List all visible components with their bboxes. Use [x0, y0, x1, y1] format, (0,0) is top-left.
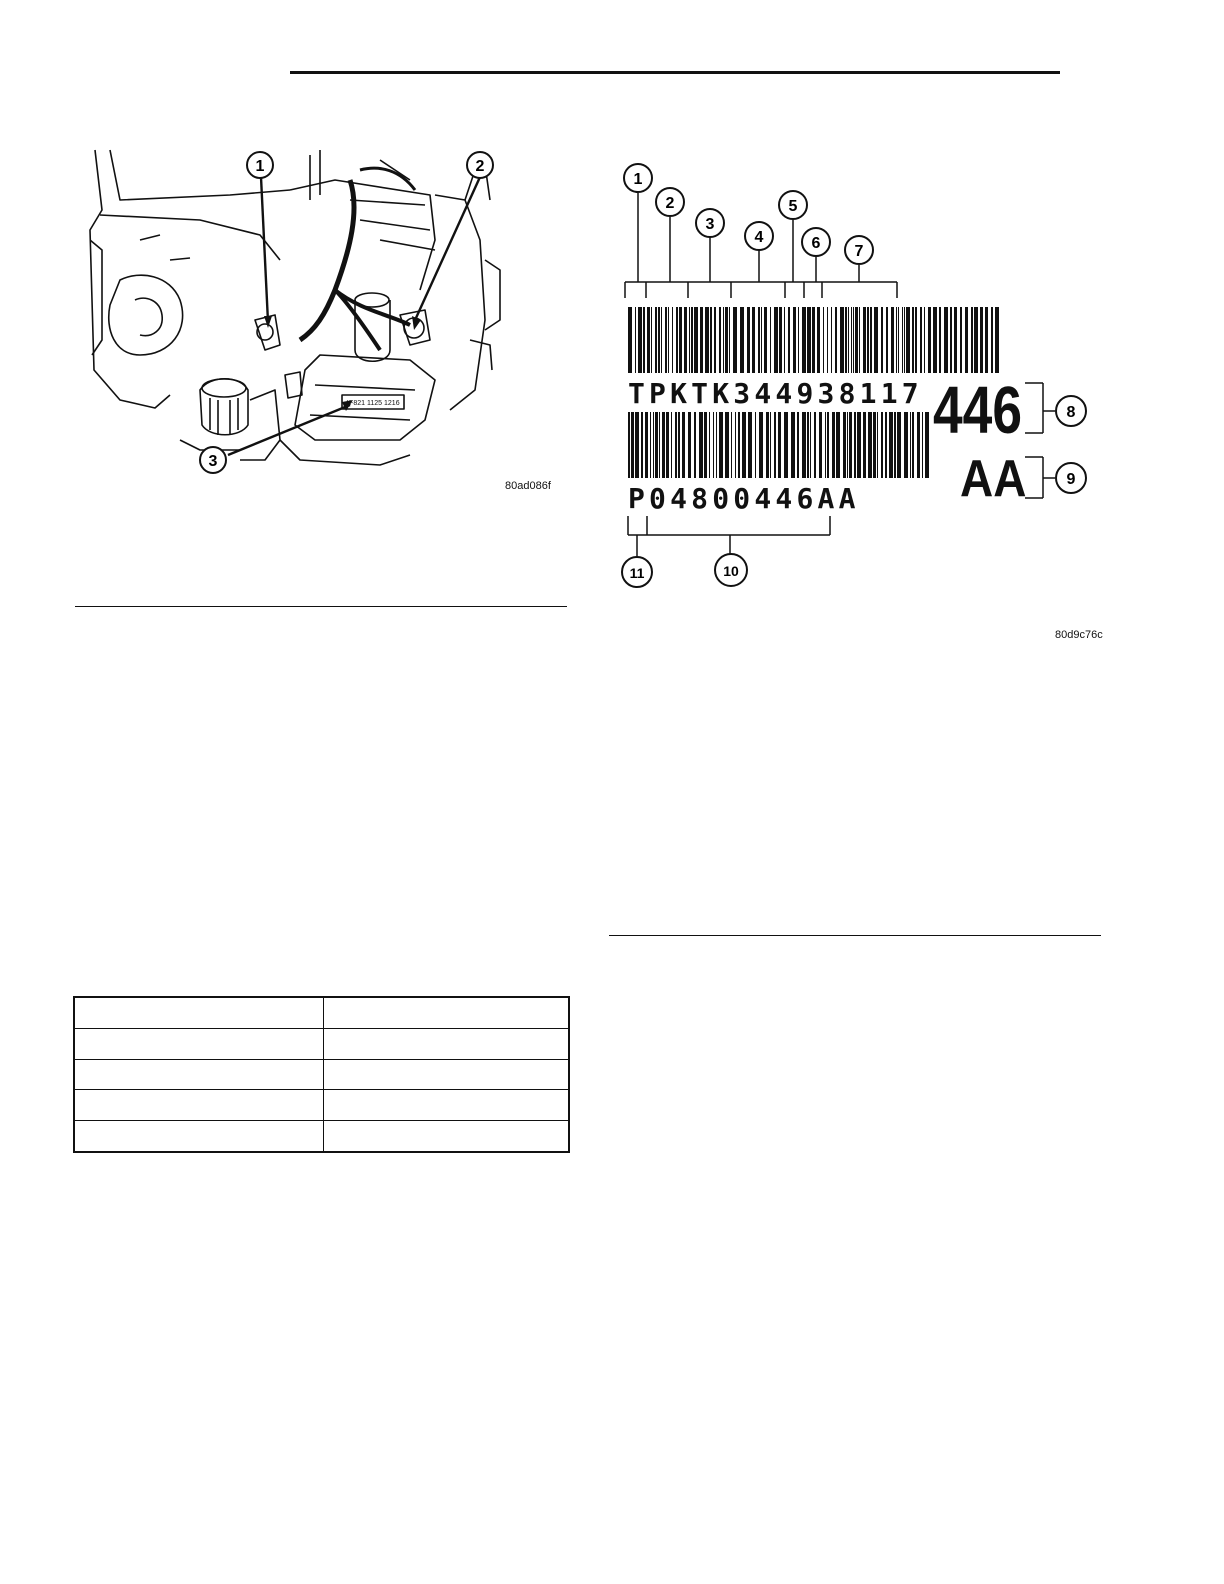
barcode-bar: [770, 412, 771, 478]
barcode-bar: [662, 412, 665, 478]
barcode-bar: [831, 307, 832, 373]
barcode-bar: [778, 412, 781, 478]
barcode-bar: [950, 307, 952, 373]
barcode-label-diagram: [600, 150, 1110, 600]
barcode-bar: [725, 412, 729, 478]
barcode-bar: [643, 307, 645, 373]
barcode-bar: [827, 412, 829, 478]
barcode-bar: [699, 412, 703, 478]
barcode-bar: [812, 307, 815, 373]
barcode-bar: [659, 412, 660, 478]
barcode-bar: [689, 307, 690, 373]
barcode-bar: [679, 307, 682, 373]
barcode-bar: [733, 307, 737, 373]
barcode-bar: [912, 307, 914, 373]
barcode-bar: [638, 307, 642, 373]
svg-text:1: 1: [255, 158, 265, 175]
barcode-bar: [870, 307, 872, 373]
barcode-bar: [774, 307, 778, 373]
nameplate-text: K-821 1125 1216: [346, 400, 400, 407]
barcode-bar: [759, 412, 763, 478]
barcode-bar: [898, 307, 899, 373]
barcode-bar: [985, 307, 988, 373]
barcode-bar: [807, 307, 811, 373]
barcode-bar: [716, 412, 717, 478]
barcode-bar: [849, 412, 852, 478]
barcode-bar: [823, 307, 824, 373]
callout-label-7: 7: [854, 243, 864, 260]
barcode-bar: [863, 307, 866, 373]
callout-2-left: [465, 150, 495, 180]
callout-label-9: 9: [1066, 471, 1076, 488]
barcode-bar: [694, 307, 698, 373]
barcode-bar: [788, 307, 790, 373]
barcode-bar: [843, 412, 846, 478]
barcode-bar: [764, 307, 767, 373]
big-suffix-aa: AA: [960, 450, 1027, 508]
barcode-bar: [666, 412, 669, 478]
callout-label-5: 5: [788, 198, 798, 215]
barcode-bar: [868, 412, 872, 478]
barcode-bar: [851, 307, 852, 373]
callout-label-2: 2: [665, 195, 675, 212]
barcode-bar: [910, 412, 911, 478]
right-figure-divider: [609, 935, 1101, 936]
barcode-bar: [974, 307, 978, 373]
barcode-bar: [678, 412, 680, 478]
barcode-bar: [784, 307, 785, 373]
barcode-bar: [904, 412, 908, 478]
barcode-bar: [896, 307, 897, 373]
barcode-bar: [694, 412, 696, 478]
transmission-illustration: [80, 140, 560, 480]
callout-3-left: [198, 445, 228, 475]
left-figure-divider: [75, 606, 567, 607]
right-figure-code: 80d9c76c: [1055, 629, 1103, 641]
barcode-bar: [761, 307, 762, 373]
barcode-bar: [960, 307, 962, 373]
table-cell: [324, 997, 570, 1028]
barcode-bar: [738, 412, 740, 478]
barcode-bar: [791, 412, 795, 478]
barcode-bar: [635, 307, 636, 373]
barcode-bar: [725, 307, 728, 373]
callout-label-1: 1: [633, 171, 643, 188]
barcode-bar: [840, 307, 844, 373]
barcode-bar: [915, 307, 917, 373]
callout-label-11: 11: [629, 565, 645, 581]
barcode-bar: [906, 307, 910, 373]
barcode-bar: [653, 412, 654, 478]
barcode-bar: [817, 307, 820, 373]
table-cell: [324, 1090, 570, 1121]
barcode-bar: [965, 307, 968, 373]
barcode-bar: [704, 412, 707, 478]
callout-label-10: 10: [723, 563, 739, 579]
barcode-bar: [723, 307, 724, 373]
barcode-bar: [881, 307, 883, 373]
barcode-bar: [944, 307, 948, 373]
barcode-bar: [889, 412, 893, 478]
barcode-bar: [894, 412, 896, 478]
barcode-bar: [807, 412, 809, 478]
barcode-bar: [848, 307, 849, 373]
barcode-top-text: TPKTK344938117: [628, 377, 923, 410]
barcode-bar: [797, 412, 799, 478]
barcode-bar: [729, 307, 730, 373]
barcode-bar: [658, 307, 660, 373]
barcode-bar: [912, 412, 914, 478]
barcode-bar: [784, 412, 788, 478]
barcode-bar: [672, 307, 673, 373]
barcode-bar: [747, 307, 750, 373]
svg-text:3: 3: [208, 453, 218, 470]
barcode-bar: [635, 412, 639, 478]
barcode-bar: [665, 307, 667, 373]
barcode-bar: [922, 412, 923, 478]
barcode-bar: [854, 412, 856, 478]
barcode-bar: [847, 412, 848, 478]
table-cell: [324, 1028, 570, 1059]
barcode-bar: [631, 412, 634, 478]
barcode-bar: [954, 307, 957, 373]
barcode-bottom-text: P04800446AA: [628, 482, 860, 515]
barcode-bar: [774, 412, 776, 478]
barcode-bar: [650, 412, 651, 478]
barcode-bar: [802, 307, 806, 373]
barcode-bar: [676, 307, 678, 373]
barcode-bar: [651, 307, 652, 373]
table-row: [74, 1059, 569, 1090]
table-row: [74, 1090, 569, 1121]
barcode-bar: [891, 307, 894, 373]
big-number-446: 446: [933, 372, 1022, 448]
barcode-bar: [684, 307, 687, 373]
barcode-bar: [897, 412, 901, 478]
barcode-bar: [705, 307, 709, 373]
barcode-bar: [655, 307, 657, 373]
barcode-bar: [793, 307, 796, 373]
callout-1-left: [245, 150, 275, 180]
barcode-bar: [731, 412, 732, 478]
barcode-bar: [641, 412, 643, 478]
barcode-bar: [920, 307, 922, 373]
barcode-bar: [671, 412, 672, 478]
barcode-bar: [655, 412, 658, 478]
barcode-bar: [810, 412, 811, 478]
barcode-bar: [867, 307, 869, 373]
callout-label-8: 8: [1066, 404, 1076, 421]
barcode-bar: [661, 307, 662, 373]
barcode-bar: [709, 412, 710, 478]
table-cell: [74, 1090, 324, 1121]
barcode-bar: [814, 412, 816, 478]
barcode-bar: [710, 307, 712, 373]
barcode-bar: [917, 412, 920, 478]
barcode-bar: [835, 307, 837, 373]
barcode-bar: [748, 412, 752, 478]
spec-table: [73, 996, 570, 1153]
barcode-bar: [700, 307, 703, 373]
barcode-bar: [925, 412, 929, 478]
barcode-bar: [675, 412, 677, 478]
barcode-bar: [853, 307, 854, 373]
barcode-bar: [688, 412, 691, 478]
barcode-bar: [855, 307, 858, 373]
barcode-bar: [668, 307, 669, 373]
barcode-bar: [719, 412, 723, 478]
table-cell: [74, 1028, 324, 1059]
barcode-bar: [645, 412, 648, 478]
barcode-bar: [995, 307, 999, 373]
barcode-bar: [691, 307, 693, 373]
table-cell: [324, 1059, 570, 1090]
barcode-bar: [832, 412, 835, 478]
barcode-bar: [798, 307, 799, 373]
left-figure-code: 80ad086f: [505, 480, 551, 492]
barcode-bar: [713, 412, 714, 478]
barcode-bar: [770, 307, 771, 373]
barcode-bar: [758, 307, 760, 373]
barcode-bar: [939, 307, 941, 373]
barcode-bar: [735, 412, 736, 478]
barcode-bar: [628, 307, 632, 373]
barcode-bar: [845, 307, 847, 373]
table-cell: [324, 1121, 570, 1152]
svg-text:2: 2: [475, 158, 485, 175]
barcode-bar: [740, 307, 744, 373]
barcode-bar: [836, 412, 840, 478]
table-cell: [74, 997, 324, 1028]
barcode-bar: [885, 412, 887, 478]
barcode-bar: [928, 307, 931, 373]
barcode-bar: [755, 412, 756, 478]
table-cell: [74, 1121, 324, 1152]
callout-label-4: 4: [754, 229, 764, 246]
barcode-bar: [647, 307, 650, 373]
header-rule: [290, 71, 1060, 74]
table-row: [74, 1121, 569, 1152]
barcode-bar: [980, 307, 983, 373]
barcode-bar: [881, 412, 883, 478]
barcode-bar: [924, 307, 925, 373]
barcode-bar: [933, 307, 937, 373]
table-row: [74, 1028, 569, 1059]
barcode-bar: [752, 307, 755, 373]
callout-label-3: 3: [705, 216, 715, 233]
barcode-bar: [819, 412, 822, 478]
barcode-bar: [991, 307, 993, 373]
barcode-bar: [766, 412, 769, 478]
barcode-bar: [902, 307, 903, 373]
barcode-bar: [859, 307, 860, 373]
callout-label-6: 6: [811, 235, 821, 252]
barcode-bar: [874, 307, 878, 373]
barcode-bar: [904, 307, 905, 373]
barcode-bar: [779, 307, 782, 373]
barcode-bar: [628, 412, 630, 478]
barcode-bar: [971, 307, 973, 373]
barcode-bar: [825, 412, 826, 478]
barcode-bar: [714, 307, 716, 373]
barcode-bar: [719, 307, 721, 373]
barcode-bar: [742, 412, 746, 478]
barcode-bar: [877, 412, 878, 478]
barcode-bar: [873, 412, 876, 478]
barcode-bar: [802, 412, 806, 478]
barcode-bar: [863, 412, 866, 478]
barcode-bar: [886, 307, 888, 373]
barcode-bar: [682, 412, 685, 478]
table-row: [74, 997, 569, 1028]
table-cell: [74, 1059, 324, 1090]
barcode-bar: [857, 412, 861, 478]
barcode-bar: [827, 307, 828, 373]
